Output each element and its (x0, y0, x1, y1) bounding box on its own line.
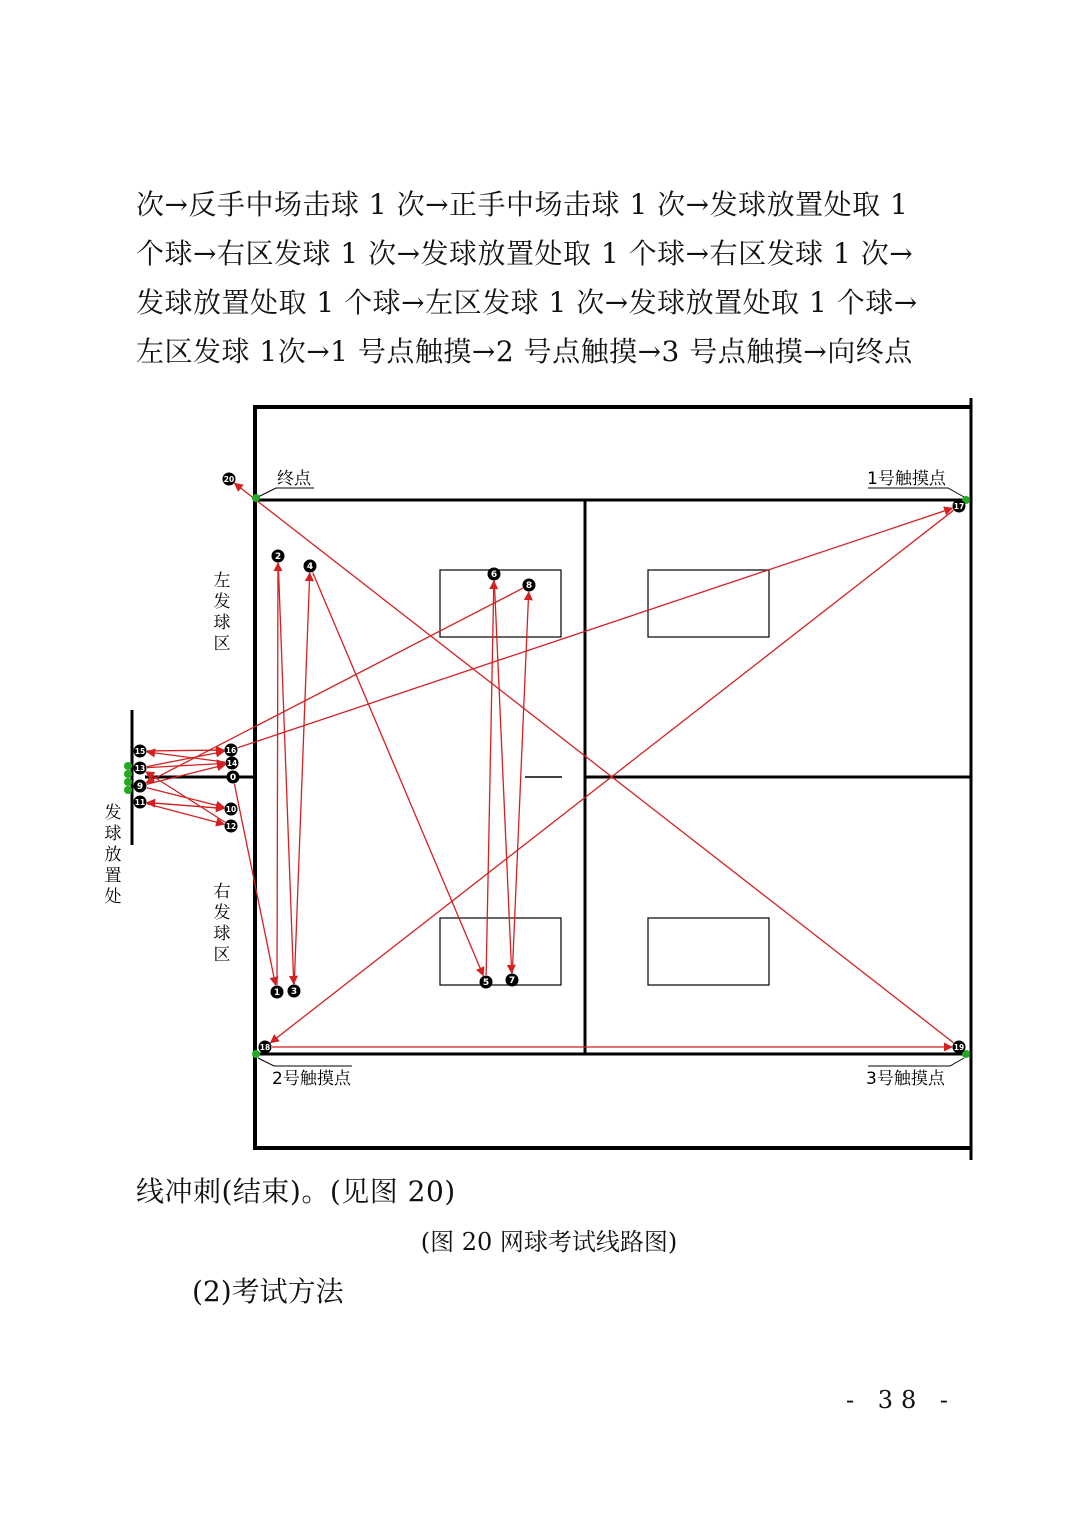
section-heading: (2)考试方法 (192, 1275, 344, 1308)
marker-1 (271, 986, 284, 999)
marker-number: 18 (259, 1043, 271, 1052)
touch-dot (252, 494, 260, 502)
marker-17 (953, 500, 966, 513)
marker-number: 3 (290, 987, 298, 997)
marker-number: 19 (953, 1043, 965, 1052)
touch-dot (124, 778, 132, 786)
marker-5 (480, 976, 493, 989)
marker-15 (134, 745, 147, 758)
route-line (313, 572, 484, 975)
marker-number: 20 (223, 475, 235, 484)
marker-13 (134, 762, 147, 775)
marker-number: 6 (490, 570, 498, 580)
marker-number: 0 (229, 773, 237, 783)
paragraph-line: 个球→右区发球 1 次→发球放置处取 1 个球→右区发球 1 次→ (136, 237, 914, 270)
marker-16 (225, 744, 238, 757)
page-number: - 38 - (846, 1386, 957, 1414)
route-line (512, 592, 528, 973)
marker-number: 14 (226, 759, 238, 768)
figure-caption: (图 20 网球考试线路图) (420, 1228, 678, 1256)
touch-point-3-label: 3号触摸点 (866, 1069, 945, 1089)
marker-19 (953, 1041, 966, 1054)
route-line (294, 573, 309, 984)
marker-number: 2 (274, 552, 282, 562)
route-line (147, 750, 224, 751)
paragraph-line: 线冲刺(结束)。(见图 20) (136, 1175, 456, 1208)
right-serve-zone-label: 右发球区 (213, 882, 231, 965)
body-paragraph-continued (136, 1167, 936, 1216)
marker-0 (227, 771, 240, 784)
marker-7 (506, 974, 519, 987)
marker-number: 9 (136, 782, 144, 792)
paragraph-line: 发球放置处取 1 个球→左区发球 1 次→发球放置处取 1 个球→ (136, 286, 918, 319)
route-line (238, 508, 953, 748)
left-serve-zone-label: 左发球区 (213, 571, 231, 654)
route-line (147, 803, 224, 809)
marker-number: 10 (225, 805, 237, 814)
marker-number: 13 (134, 764, 146, 773)
marker-3 (288, 985, 301, 998)
marker-number: 8 (525, 581, 533, 591)
markers (134, 473, 966, 1054)
marker-8 (523, 579, 536, 592)
marker-number: 11 (134, 798, 146, 807)
marker-11 (134, 796, 147, 809)
route-lines (146, 483, 954, 1047)
route-line (486, 581, 494, 975)
route-line (235, 483, 954, 1042)
marker-18 (259, 1041, 272, 1054)
marker-14 (226, 757, 239, 770)
touch-dot (124, 762, 132, 770)
target-box (440, 570, 561, 637)
marker-12 (225, 820, 238, 833)
ball-placement-label: 发球放置处 (104, 803, 122, 907)
marker-number: 4 (306, 562, 314, 572)
marker-number: 17 (953, 502, 965, 511)
marker-number: 7 (508, 976, 516, 986)
touch-point-2-label: 2号触摸点 (272, 1069, 351, 1089)
touch-point-1-label: 1号触摸点 (867, 469, 946, 489)
marker-20 (223, 473, 236, 486)
touch-point-1-pointer (868, 488, 964, 497)
marker-9 (134, 780, 147, 793)
marker-6 (488, 568, 501, 581)
court (132, 398, 972, 1160)
route-line (494, 581, 511, 973)
end-point-label: 终点 (277, 469, 311, 489)
touch-point-2-pointer (258, 1058, 352, 1066)
route-line (146, 588, 523, 783)
marker-number: 15 (134, 747, 146, 756)
route-line (278, 563, 293, 984)
marker-4 (304, 560, 317, 573)
marker-number: 5 (482, 978, 490, 988)
marker-number: 16 (225, 746, 237, 755)
marker-number: 1 (273, 988, 281, 998)
touch-dot (124, 770, 132, 778)
marker-number: 12 (225, 822, 237, 831)
end-point-pointer-tick (258, 488, 276, 497)
target-box (648, 918, 769, 985)
touch-dot (124, 786, 132, 794)
marker-10 (225, 803, 238, 816)
marker-2 (272, 550, 285, 563)
touch-point-3-pointer (868, 1058, 964, 1066)
paragraph-line: 次→反手中场击球 1 次→正手中场击球 1 次→发球放置处取 1 (136, 188, 909, 221)
route-line (277, 563, 278, 985)
paragraph-line: 左区发球 1次→1 号点触摸→2 号点触摸→3 号点触摸→向终点 (136, 335, 913, 368)
target-box (440, 918, 561, 985)
